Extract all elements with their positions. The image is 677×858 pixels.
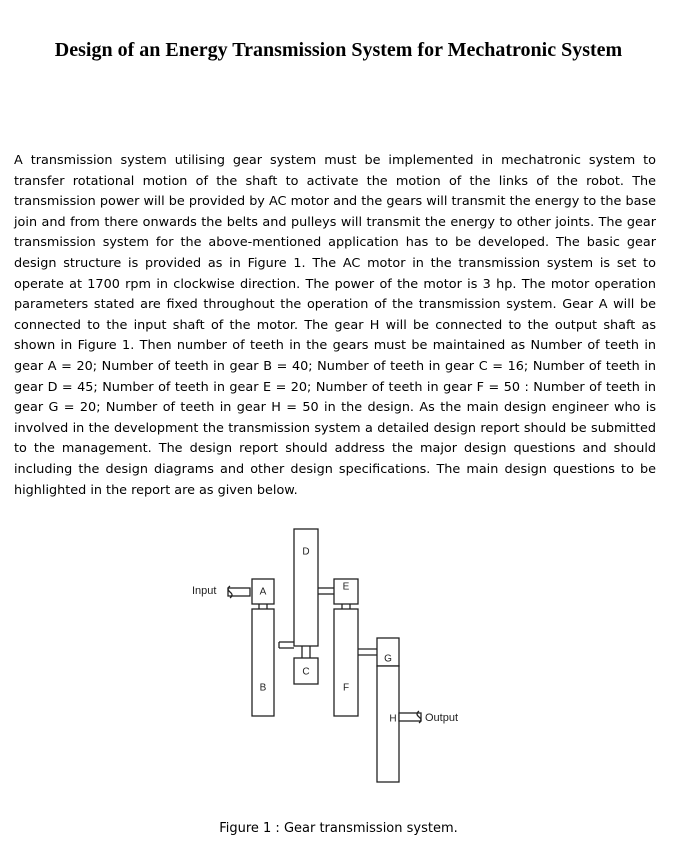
gear-label-B: B (259, 682, 267, 694)
gear-diagram-drawing (180, 522, 480, 812)
body-paragraph: A transmission system utilising gear system must be implemented in mechatronic system to transfer rotational motion of the shaft to activate the motion of the links of the robot. The transmission power will be provided by AC motor and the gears will transmit the energy to the base join and from there onwards the belts and pulleys will transmit the energy to other joints. The gear transmission system for the above-mentioned application has to be developed. The basic gear design structure is provided as in Figure 1. The AC motor in the transmission system is set to operate at 1700 rpm in clockwise direction. The power of the motor is 3 hp. The motor operation parameters stated are fixed throughout the operation of the transmission system. Gear A will be connected to the input shaft of the motor. The gear H will be connected to the output shaft as shown in Figure 1. Then number of teeth in the gears must be maintained as Number of teeth in gear A = 20; Number of teeth in gear B = 40; Number of teeth in gear C = 16; Number of teeth in gear D = 45; Number of teeth in gear E = 20; Number of teeth in gear F = 50 : Number of teeth in gear G = 20; Number of teeth in gear H = 50 in the design. As the main design engineer who is involved in the development the transmission system a detailed design report should be submitted to the management. The design report should address the major design questions and should including the design diagrams and other design specifications. The main design questions to be highlighted in the report are as given below. (14, 153, 656, 498)
output-shaft (399, 713, 421, 721)
gear-label-G: G (384, 653, 392, 665)
gear-F-shape (334, 609, 358, 716)
gear-label-E: E (342, 581, 350, 593)
gear-label-F: F (342, 682, 350, 694)
input-label: Input (192, 585, 217, 597)
figure-caption: Figure 1 : Gear transmission system. (219, 821, 458, 836)
gear-label-D: D (302, 546, 310, 558)
gear-B-shape (252, 609, 274, 716)
gear-label-H: H (389, 713, 397, 725)
gear-label-C: C (302, 666, 310, 678)
page-title: Design of an Energy Transmission System for Mechatronic System (54, 39, 623, 61)
gear-diagram (180, 522, 480, 812)
output-label: Output (425, 712, 459, 724)
gear-label-A: A (259, 586, 267, 598)
input-shaft (228, 588, 250, 596)
